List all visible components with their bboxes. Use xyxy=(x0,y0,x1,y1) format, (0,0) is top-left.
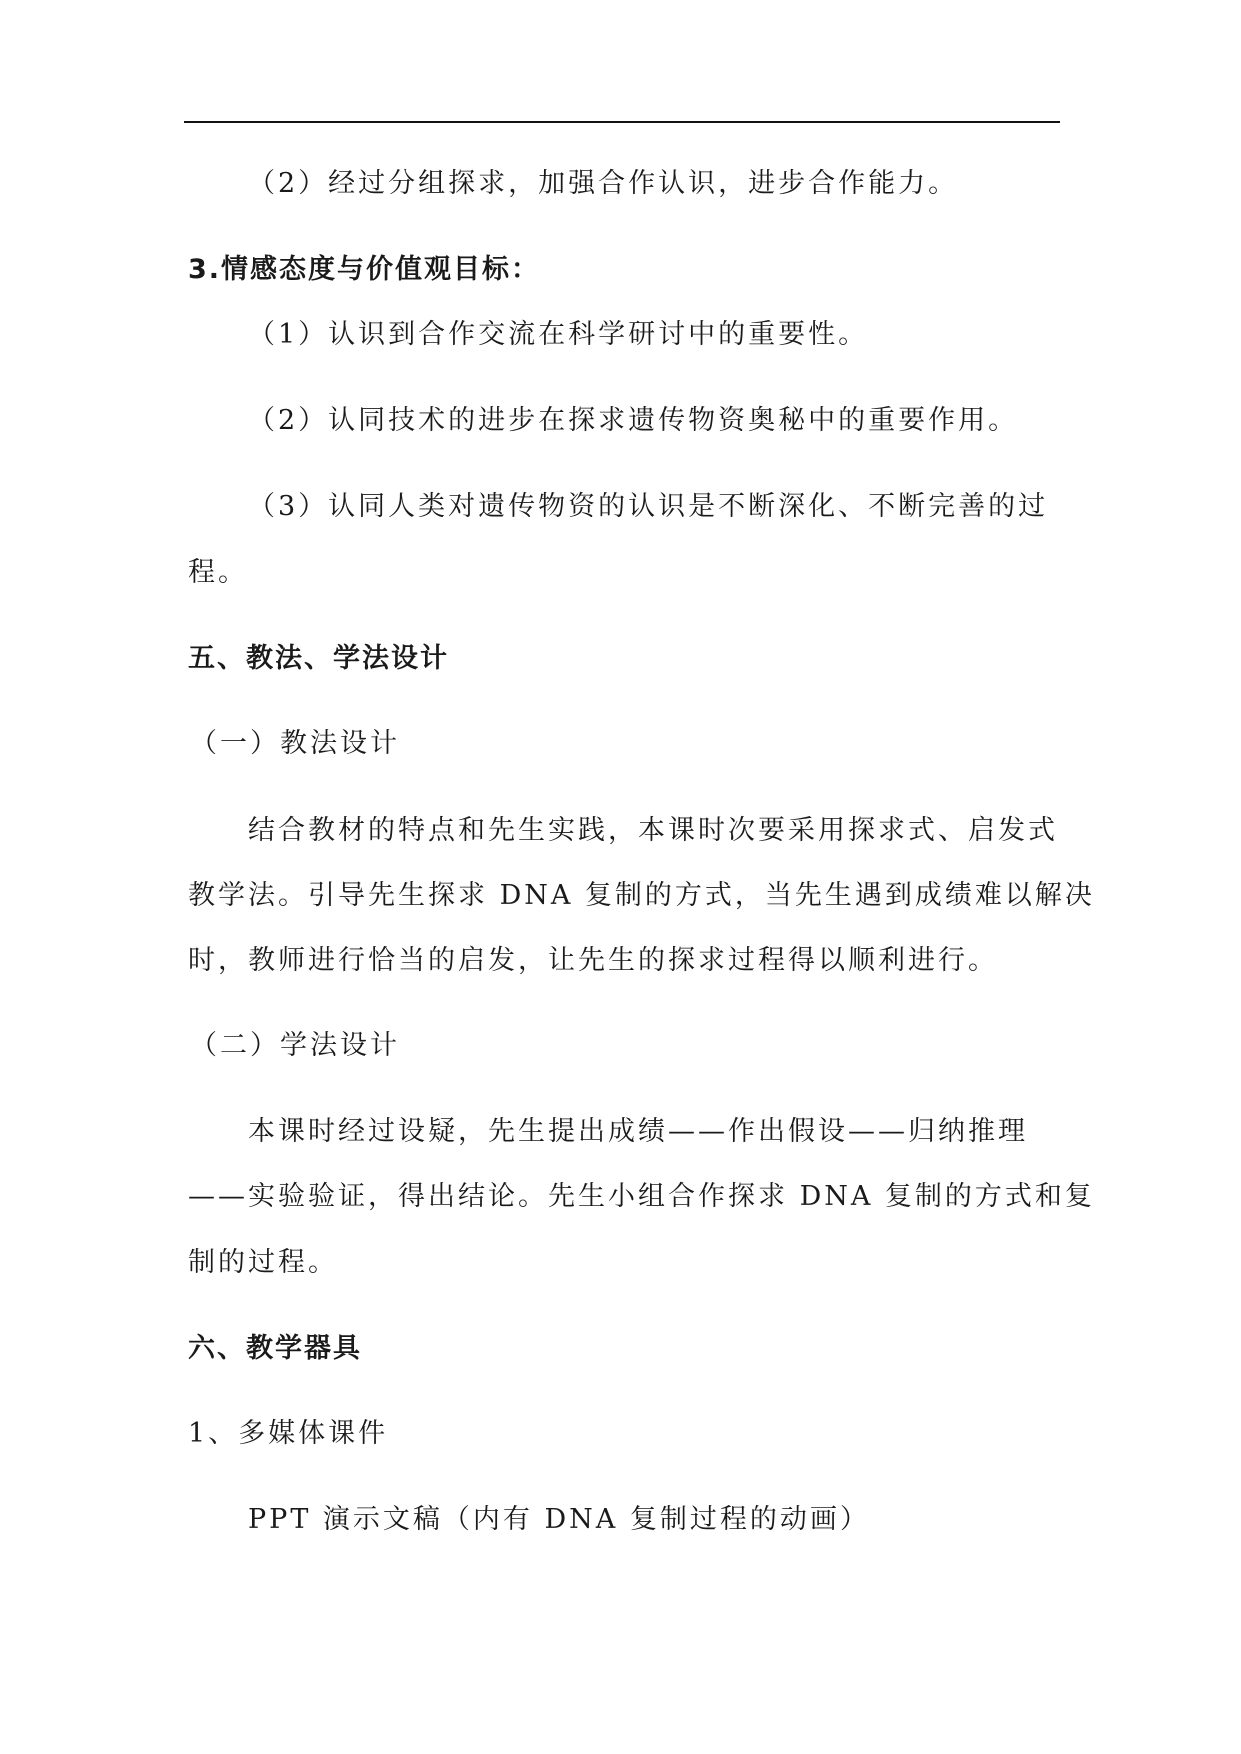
paragraph-line: PPT 演示文稿（内有 DNA 复制过程的动画） xyxy=(248,1504,870,1535)
paragraph-line: 时，教师进行恰当的启发，让先生的探求过程得以顺利进行。 xyxy=(188,945,998,976)
paragraph-line: 教学法。引导先生探求 DNA 复制的方式，当先生遇到成绩难以解决 xyxy=(188,880,1095,911)
paragraph-line: 结合教材的特点和先生实践，本课时次要采用探求式、启发式 xyxy=(248,815,1058,846)
paragraph-line: （2）认同技术的进步在探求遗传物资奥秘中的重要作用。 xyxy=(248,405,1019,436)
header-rule xyxy=(184,121,1060,123)
subsection-heading: （二）学法设计 xyxy=(190,1030,400,1061)
list-item: 1、多媒体课件 xyxy=(188,1418,389,1449)
section-heading: 五、教法、学法设计 xyxy=(188,643,449,674)
paragraph-line: （2）经过分组探求，加强合作认识，进步合作能力。 xyxy=(248,168,959,199)
paragraph-line: ——实验验证，得出结论。先生小组合作探求 DNA 复制的方式和复 xyxy=(188,1181,1095,1212)
subsection-heading: （一）教法设计 xyxy=(190,728,400,759)
paragraph-line: 制的过程。 xyxy=(188,1247,338,1278)
section-heading: 3.情感态度与价值观目标： xyxy=(188,254,541,285)
paragraph-line: 程。 xyxy=(188,557,248,588)
paragraph-line: 本课时经过设疑，先生提出成绩——作出假设——归纳推理 xyxy=(248,1116,1028,1147)
paragraph-line: （1）认识到合作交流在科学研讨中的重要性。 xyxy=(248,319,869,350)
paragraph-line: （3）认同人类对遗传物资的认识是不断深化、不断完善的过 xyxy=(248,491,1049,522)
section-heading: 六、教学器具 xyxy=(188,1333,362,1364)
